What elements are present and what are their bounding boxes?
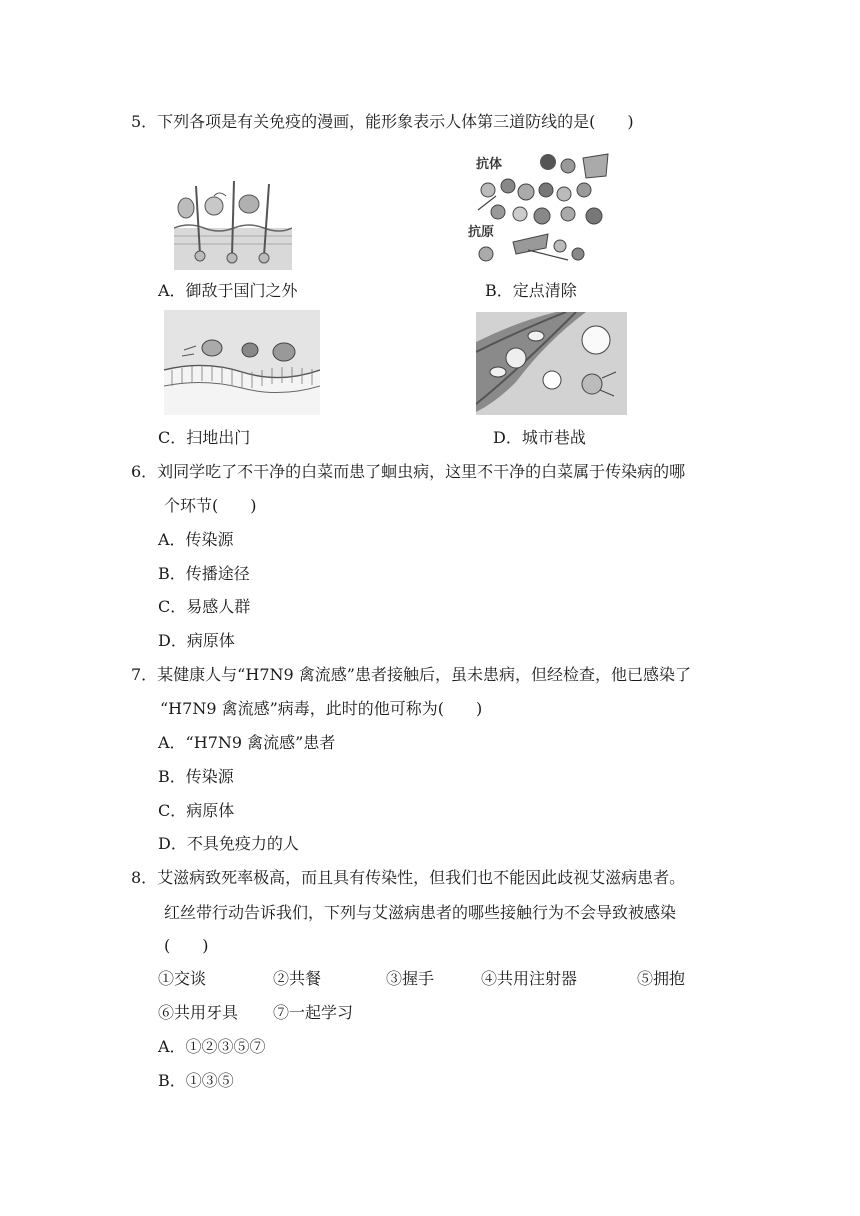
q5-picture-b bbox=[468, 150, 616, 272]
q5-picture-d bbox=[476, 312, 627, 415]
q7-stem-line2: “H7N9 禽流感”病毒，此时的他可称为( ) bbox=[160, 699, 483, 718]
q7-option-a: A．“H7N9 禽流感”患者 bbox=[158, 733, 336, 752]
q6-option-a: A．传染源 bbox=[158, 530, 234, 549]
q7-option-c: C．病原体 bbox=[158, 801, 235, 820]
q8-stem-line3: ( ) bbox=[164, 936, 209, 955]
q5-option-a: A．御敌于国门之外 bbox=[158, 281, 298, 300]
q6-stem-line1: 6．刘同学吃了不干净的白菜而患了蛔虫病，这里不干净的白菜属于传染病的哪 bbox=[131, 462, 686, 481]
q8-item-4: ④共用注射器 bbox=[481, 969, 578, 988]
q5-picture-a bbox=[174, 176, 292, 270]
q6-option-b: B．传播途径 bbox=[158, 564, 250, 583]
q6-option-d: D．病原体 bbox=[158, 631, 235, 650]
q8-option-b: B．①③⑤ bbox=[158, 1071, 234, 1090]
q8-item-3: ③握手 bbox=[386, 969, 435, 988]
q8-stem-line1: 8．艾滋病致死率极高，而且具有传染性，但我们也不能因此歧视艾滋病患者。 bbox=[131, 868, 686, 887]
q7-stem-line1: 7．某健康人与“H7N9 禽流感”患者接触后，虽未患病，但经检查，他已感染了 bbox=[131, 665, 691, 684]
q8-item-7: ⑦一起学习 bbox=[273, 1003, 354, 1022]
q5-option-c: C．扫地出门 bbox=[158, 428, 251, 447]
q7-option-b: B．传染源 bbox=[158, 767, 234, 786]
q6-stem-line2: 个环节( ) bbox=[164, 496, 257, 515]
q8-option-a: A．①②③⑤⑦ bbox=[158, 1037, 266, 1056]
q5-option-b: B．定点清除 bbox=[485, 281, 577, 300]
q8-item-5: ⑤拥抱 bbox=[637, 969, 686, 988]
q7-option-d: D．不具免疫力的人 bbox=[158, 834, 299, 853]
q8-item-6: ⑥共用牙具 bbox=[158, 1003, 239, 1022]
picture-b-label-antibody: 抗体 bbox=[476, 157, 503, 172]
q8-item-1: ①交谈 bbox=[158, 969, 207, 988]
q5-stem: 5．下列各项是有关免疫的漫画，能形象表示人体第三道防线的是( ) bbox=[131, 112, 634, 131]
q5-option-d: D．城市巷战 bbox=[493, 428, 586, 447]
q5-picture-c bbox=[164, 310, 320, 415]
picture-b-label-antigen: 抗原 bbox=[468, 225, 495, 240]
q8-item-2: ②共餐 bbox=[273, 969, 322, 988]
q8-stem-line2: 红丝带行动告诉我们，下列与艾滋病患者的哪些接触行为不会导致被感染 bbox=[164, 903, 677, 922]
q6-option-c: C．易感人群 bbox=[158, 597, 251, 616]
